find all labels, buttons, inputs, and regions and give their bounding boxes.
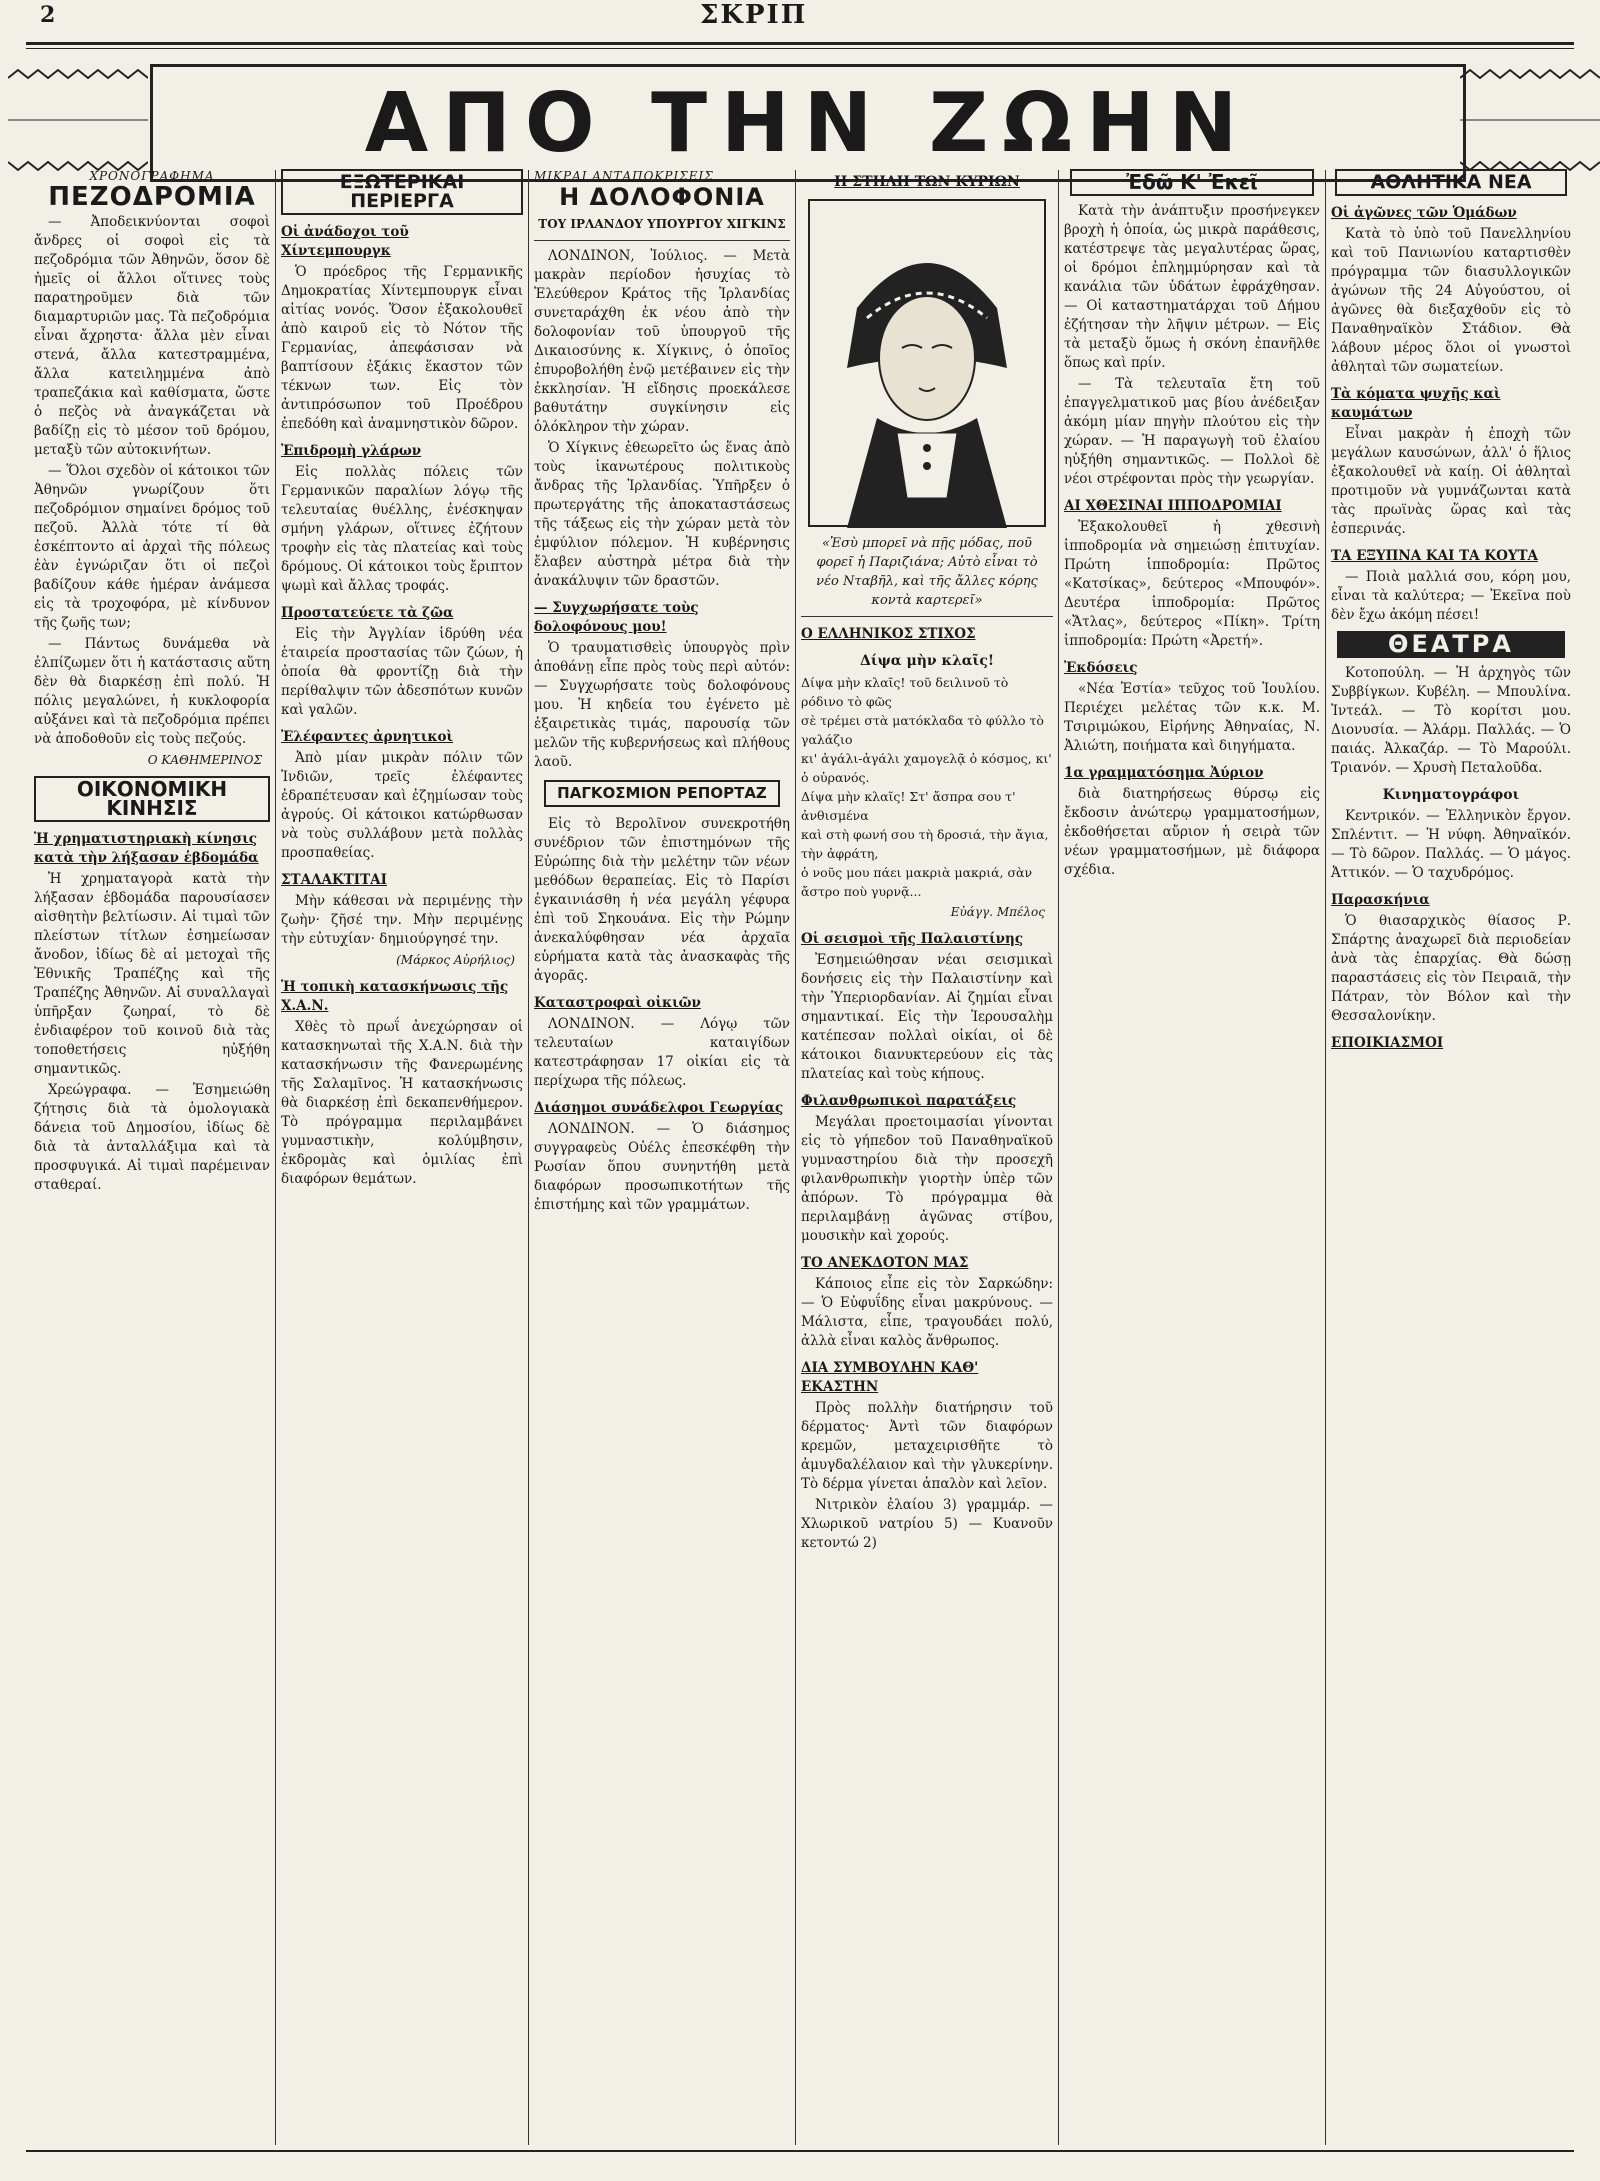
economy-paragraph: Χρεώγραφα. — Ἐσημειώθη ζήτησις διὰ τὰ ὁμολογιακὰ δάνεια τοῦ Δημοσίου, ἰδίως δὲ διὰ τὰ ἀνταλλάξιμα καὶ τὰ προσφυγικά. Αἱ τιμαὶ παρέμειναν σταθεραί.: [34, 1082, 270, 1193]
murder-paragraph: Ὁ τραυματισθεὶς ὑπουργὸς πρὶν ἀποθάνῃ εἶπε πρὸς τοὺς περὶ αὐτόν: — Συγχωρήσατε τοὺς δολοφόνους μου. Ἡ κηδεία του ἐγένετο μὲ ἐξαιρετικὰς τιμάς, παρουσίᾳ τῶν μελῶν τῆς κυβερνήσεως καὶ πλήθους λαοῦ.: [534, 640, 790, 770]
here-there-paragraph: Κατὰ τὴν ἀνάπτυξιν προσήνεγκεν βροχὴ ἡ ὁποία, ὡς μικρὰ παράθεσις, κατέστρεψε τὰς μεγαλυτέρας ὥρας, οἱ δρόμοι ἐπλημμύρησαν καὶ τὰ κανάλια τῶν ὑδάτων ἐφράχθησαν. — Οἱ καταστηματάρχαι τοῦ Δήμου ἐζήτησαν τὴν λῆψιν μέτρων. — Εἰς τὰ μεταξὺ ὅμως ἡ σκόνη ἐπανῆλθε ὅπως καὶ πρίν.: [1064, 203, 1320, 371]
earthquake-subhead: Οἱ σεισμοὶ τῆς Παλαιστίνης: [801, 931, 1024, 947]
jokes-paragraph: — Ποιὰ μαλλιά σου, κόρη μου, εἶναι τὰ καλύτερα; — Ἐκεῖνα ποὺ δὲν ἔχω ἀκόμη πέσει!: [1331, 569, 1571, 623]
column-rule: [795, 170, 796, 2145]
banner-ornament-left: [8, 68, 148, 172]
murder-subhead: ΤΟΥ ΙΡΛΑΝΔΟΥ ΥΠΟΥΡΓΟΥ ΧΙΓΚΙΝΣ: [538, 217, 786, 231]
theaters-paragraph: Κοτοπούλη. — Ἡ ἀρχηγὸς τῶν Συββίγκων. Κυβέλη. — Μπουλίνα. Ἰντεάλ. — Τὸ κορίτσι μου. Διονυσία. — Ἀλάρμ. Παλλάς. — Ὁ παιάς. Ἀλκαζάρ. — Τὸ Μαρούλι. Τριανόν. — Χρυσὴ Πεταλοῦδα.: [1331, 665, 1571, 776]
foreign-title: ΕΞΩΤΕΡΙΚΑΙ ΠΕΡΙΕΡΓΑ: [281, 169, 523, 215]
economy-subhead: Ἡ χρηματιστηριακὴ κίνησις κατὰ τὴν λήξασαν ἑβδομάδα: [34, 831, 259, 866]
earthquake-paragraph: Ἐσημειώθησαν νέαι σεισμικαὶ δονήσεις εἰς τὴν Παλαιστίνην καὶ τὴν Ὑπεριορδανίαν. Αἱ ζημίαι εἶναι σημαντικαί. Εἰς τὴν Ἱερουσαλὴμ κατέπεσαν πολλαὶ οἰκίαι, οἱ δὲ κάτοικοι διανυκτερεύουν εἰς τὰς πλατείας καὶ τοὺς κήπους.: [801, 952, 1053, 1082]
divider: [801, 616, 1053, 617]
banner-title: ΑΠΟ ΤΗΝ ΖΩΗΝ: [364, 75, 1252, 171]
divider: [534, 240, 790, 241]
recipe-text: Νιτρικὸν ἐλαίου 3) γραμμάρ. — Χλωρικοῦ νατρίου 5) — Κυανοῦν κετοντώ 2): [801, 1497, 1053, 1551]
theaters-title: ΘΕΑΤΡΑ: [1337, 631, 1565, 658]
charity-subhead: Φιλανθρωπικοὶ παρατάξεις: [801, 1093, 1017, 1109]
foreign-paragraph: Ἀπὸ μίαν μικρὰν πόλιν τῶν Ἰνδιῶν, τρεῖς ἐλέφαντες ἐδραπέτευσαν καὶ ἐζημίωσαν τοὺς ἀγρούς. Οἱ κάτοικοι κατώρθωσαν νὰ τοὺς συλλάβουν μετὰ πολλὰς προσπαθείας.: [281, 750, 523, 861]
destruction-subhead: Καταστροφαὶ οἰκιῶν: [534, 995, 701, 1011]
masthead: ΣΚΡΙΠ: [700, 0, 808, 30]
ladies-title: Η ΣΤΗΛΗ ΤΩΝ ΚΥΡΙΩΝ: [834, 174, 1020, 190]
cinemas-subhead: Κινηματογράφοι: [1382, 787, 1520, 803]
page-number: 2: [40, 2, 56, 28]
camp-subhead: Ἡ τοπικὴ κατασκήνωσις τῆς Χ.Α.Ν.: [281, 979, 509, 1014]
camp-paragraph: Χθὲς τὸ πρωΐ ἀνεχώρησαν οἱ κατασκηνωταὶ τῆς Χ.Α.Ν. διὰ τὴν κατασκήνωσιν τῆς Φανερωμένης τῆς Σαλαμῖνος. Ἡ κατασκήνωσις θὰ διαρκέσῃ ἐπὶ δεκαπενθήμερον. Τὸ πρόγραμμα περιλαμβάνει γυμναστικὴν, κολύμβησιν, ἐκδρομὰς καὶ ὁμιλίας ἐπὶ διαφόρων θεμάτων.: [281, 1019, 523, 1187]
destruction-paragraph: ΛΟΝΔΙΝΟΝ. — Λόγῳ τῶν τελευταίων καταιγίδων κατεστράφησαν 17 οἰκίαι εἰς τὰ περίχωρα τῆς πόλεως.: [534, 1016, 790, 1089]
murder-kicker: ΜΙΚΡΑΙ ΑΝΤΑΠΟΚΡΙΣΕΙΣ: [534, 169, 714, 183]
races-subhead: ΑΙ ΧΘΕΣΙΝΑΙ ΙΠΠΟΔΡΟΜΙΑΙ: [1064, 498, 1282, 514]
bottom-rule: [26, 2150, 1574, 2152]
world-report-title: ΠΑΓΚΟΣΜΙΟΝ ΡΕΠΟΡΤΑΖ: [544, 780, 780, 807]
stamps-paragraph: διὰ διατηρήσεως θύρσῳ εἰς ἔκδοσιν ἀνώτερῳ γραμματοσήμων, ἐκδοθήσεται αὔριον ἡ σειρὰ τῶν νέων γραμματοσήμων, μὲ διάφορα σχέδια.: [1064, 786, 1320, 878]
portrait-caption: «Ἐσὺ μπορεῖ νὰ πῇς μόδας, ποῦ φορεῖ ἡ Παριζιάνα; Αὐτὸ εἶναι τὸ νέο Νταβῆλ, καὶ τῆς ἄλλες κόρης κοντὰ καρτερεῖ»: [816, 536, 1038, 608]
publications-paragraph: «Νέα Ἑστία» τεῦχος τοῦ Ἰουλίου. Περιέχει μελέτας τῶν κ.κ. Μ. Τσιριμώκου, Εἰρήνης Ἀθηναίας, Ν. Ἀλιώτη, ποιήματα καὶ διηγήματα.: [1064, 681, 1320, 754]
column-ladies: [801, 165, 1053, 2145]
advice-paragraph: Πρὸς πολλὴν διατήρησιν τοῦ δέρματος· Ἀντὶ τῶν διαφόρων κρεμῶν, μεταχειρισθῆτε τὸ ἀμυγδαλέλαιον καὶ τὴν γλυκερίνην. Τὸ δέρμα γίνεται ἁπαλὸν καὶ λεῖον.: [801, 1400, 1053, 1492]
colleagues-subhead: Διάσημοι συνάδελφοι Γεωργίας: [534, 1100, 784, 1116]
column-murder: [534, 165, 790, 2145]
jokes-subhead: ΤΑ ΕΞΥΠΝΑ ΚΑΙ ΤΑ ΚΟΥΤΑ: [1331, 548, 1539, 564]
foreign-paragraph: Εἰς πολλὰς πόλεις τῶν Γερμανικῶν παραλίων λόγῳ τῆς τελευταίας θυέλλης, ἐνέσκηψαν σμήνη γλάρων, οἵτινες ἐζήτουν τροφὴν εἰς τὰς πλατείας καὶ τοὺς δρόμους. Οἱ κάτοικοι τοὺς ἔριπτον ψωμὶ καὶ ἄλλας τροφάς.: [281, 464, 523, 594]
sports-title: ΑΘΛΗΤΙΚΑ ΝΕΑ: [1335, 169, 1567, 196]
economy-title: ΟΙΚΟΝΟΜΙΚΗ ΚΙΝΗΣΙΣ: [34, 776, 270, 822]
stalactites-signature: (Μάρκος Αὐρήλιος): [396, 953, 515, 967]
poem-text: Δίψα μὴν κλαῖς! τοῦ δειλινοῦ τὸ ρόδινο τὸ φῶς σὲ τρέμει στὰ ματόκλαδα τὸ φύλλο τὸ γαλάζιο κι' ἀγάλι-ἀγάλι χαμογελᾷ ὁ κόσμος, κι' ὁ οὐρανός. Δίψα μὴν κλαῖς! Στ' ἄσπρα σου τ' ἀνθισμένα καὶ στὴ φωνή σου τὴ δροσιά, τὴν ἄγια, τὴν ἀφράτη, ὁ νοῦς μου πάει μακριὰ μακριά, σὰν ἄστρο ποὺ γυρνᾷ...: [801, 675, 1052, 899]
chronicle-paragraph: — Ἀποδεικνύονται σοφοὶ ἄνδρες οἱ σοφοὶ εἰς τὰ πεζοδρόμια τῶν Ἀθηνῶν, ὅσον δὲ ἡμεῖς οἱ ἄλλοι οἵτινες τοὺς παρατηροῦμεν διὰ τῶν διαμαρτυριῶν μας. Τὰ πεζοδρόμια εἶναι ἄχρηστα· ἄλλα μὲν εἶναι στενά, ἄλλα κατεστραμμένα, ἄλλα κατειλημμένα ἀπὸ τραπεζάκια καὶ καθίσματα, ὥστε ὁ πεζὸς νὰ ἀναγκάζεται νὰ βαδίζῃ εἰς τὸ μέσον τοῦ δρόμου, μεταξὺ τῶν αὐτοκινήτων.: [34, 214, 270, 458]
foreign-subhead: Προστατεύετε τὰ ζῶα: [281, 605, 454, 621]
heat-paragraph: Εἶναι μακρὰν ἡ ἐποχὴ τῶν μεγάλων καυσώνων, ἀλλ' ὁ ἥλιος ἐξακολουθεῖ νὰ καίῃ. Οἱ ἀθληταὶ προτιμοῦν νὰ γυμνάζωνται κατὰ τὰς πρωϊνὰς ὥρας καὶ τὰς ἑσπερινάς.: [1331, 426, 1571, 537]
poem-title: Δίψα μὴν κλαῖς!: [859, 653, 994, 669]
chronicle-title: ΠΕΖΟΔΡΟΜΙΑ: [48, 182, 256, 212]
top-rule: [26, 42, 1574, 45]
chronicle-paragraph: — Πάντως δυνάμεθα νὰ ἐλπίζωμεν ὅτι ἡ κατάστασις αὕτη δὲν θὰ διαρκέσῃ ἐπὶ πολύ. Ἡ πόλις μεγαλώνει, ἡ κυκλοφορία αὐξάνει καὶ τὰ πεζοδρόμια πρέπει νὰ ἀποδοθοῦν εἰς τοὺς πεζούς.: [34, 636, 270, 747]
foreign-paragraph: Εἰς τὴν Ἀγγλίαν ἱδρύθη νέα ἑταιρεία προστασίας τῶν ζώων, ἡ ὁποία θὰ φροντίζῃ διὰ τὴν περίθαλψιν τῶν ἀδεσπότων κυνῶν καὶ γαλῶν.: [281, 626, 523, 718]
publications-subhead: Ἐκδόσεις: [1064, 660, 1138, 676]
column-rule: [1325, 170, 1326, 2145]
stalactites-paragraph: Μὴν κάθεσαι νὰ περιμένῃς τὴν ζωὴν· ζῆσέ την. Μὴν περιμένῃς τὴν εὐτυχίαν· δημιούργησέ την.: [281, 893, 523, 947]
here-there-paragraph: — Τὰ τελευταῖα ἔτη τοῦ ἐπαγγελματικοῦ μας βίου ἀνέδειξαν ἀκόμη μίαν πηγὴν πλούτου εἰς τὴν χώραν. — Ἡ παραγωγὴ τοῦ ἐλαίου ηὐξήθη σημαντικῶς. — Πολλοὶ δὲ νέοι στρέφονται πρὸς τὴν γεωργίαν.: [1064, 376, 1320, 487]
top-rule-thin: [26, 48, 1574, 49]
colleagues-paragraph: ΛΟΝΔΙΝΟΝ. — Ὁ διάσημος συγγραφεὺς Οὐέλς ἐπεσκέφθη τὴν Ρωσίαν ὅπου συνηντήθη μετὰ διαφόρων προσωπικοτήτων τῆς ἐπιστήμης καὶ τῶν γραμμάτων.: [534, 1121, 790, 1213]
anecdote-paragraph: Κάποιος εἶπε εἰς τὸν Σαρκώδην: — Ὁ Εὐφυΐδης εἶναι μακρύνους. — Μάλιστα, εἶπε, τραγουδάει πολύ, ἀλλὰ εἶναι καλὸς ἄνθρωπος.: [801, 1276, 1053, 1349]
backstage-subhead: Παρασκήνια: [1331, 892, 1430, 908]
column-foreign-curiosities: [281, 165, 523, 2145]
chronicle-signature: Ο ΚΑΘΗΜΕΡΙΝΟΣ: [147, 753, 262, 767]
here-there-title: Ἐδῶ Κ' Ἐκεῖ: [1070, 169, 1314, 196]
anecdote-subhead: ΤΟ ΑΝΕΚΔΟΤΟΝ ΜΑΣ: [801, 1255, 969, 1271]
murder-paragraph: ΛΟΝΔΙΝΟΝ, Ἰούλιος. — Μετὰ μακρὰν περίοδον ἡσυχίας τὸ Ἐλεύθερον Κράτος τῆς Ἰρλανδίας συνεταράχθη ἐκ νέου ἀπὸ τὴν δολοφονίαν τοῦ ὑπουργοῦ τῆς Δικαιοσύνης κ. Χίγκινς, ὁ ὁποῖος ἐπυροβολήθη ἐνῷ μετέβαινεν εἰς τὴν ἐκκλησίαν. Ἡ εἴδησις προεκάλεσε βαθυτάτην συγκίνησιν εἰς ὁλόκληρον τὴν χώραν.: [534, 248, 790, 435]
column-here-and-there: [1064, 165, 1320, 2145]
chronicle-kicker: ΧΡΟΝΟΓΡΑΦΗΜΑ: [89, 169, 215, 183]
chronicle-paragraph: — Ὅλοι σχεδὸν οἱ κάτοικοι τῶν Ἀθηνῶν γνωρίζουν ὅτι πεζοδρόμιον σημαίνει δρόμος τοῦ πεζοῦ. Ἀλλὰ τότε τί θὰ ἐσκέπτοντο αἱ ἀρχαὶ τῆς πόλεως ἐὰν ἐγνώριζαν ὅτι οἱ πεζοὶ βαδίζουν κάθε ἡμέραν ἀνάμεσα εἰς τὰ τροχοφόρα, μὲ κίνδυνον τῆς ζωῆς των;: [34, 463, 270, 631]
banner-ornament-right: [1460, 68, 1600, 172]
foreign-subhead: Ἐλέφαντες ἀρνητικοὶ: [281, 729, 454, 745]
foreign-paragraph: Ὁ πρόεδρος τῆς Γερμανικῆς Δημοκρατίας Χίντεμπουργκ εἶναι αἰτίας νονός. Ὅσον ἐξακολουθεῖ ἀπὸ καιροῦ εἰς τὸ Νότον τῆς Γερμανίας, ἀπεφάσισαν νὰ βαπτίσουν ἐξάκις ἕκαστον τῶν τέκνων των. Εἰς τὸν ἀντιπρόσωπον τοῦ Προέδρου ἐπεδόθη καὶ ἀναμνηστικὸν δῶρον.: [281, 264, 523, 432]
poetry-subhead: Ο ΕΛΛΗΝΙΚΟΣ ΣΤΙΧΟΣ: [801, 626, 976, 642]
charity-paragraph: Μεγάλαι προετοιμασίαι γίνονται εἰς τὸ γήπεδον τοῦ Παναθηναϊκοῦ γυμναστηρίου διὰ τὴν προσεχῆ φιλανθρωπικὴν γιορτὴν ὑπὲρ τῶν ἀπόρων. Τὸ πρόγραμμα θὰ περιλαμβάνῃ ἀγῶνας στίβου, μουσικὴν καὶ χορούς.: [801, 1114, 1053, 1244]
column-rule: [528, 170, 529, 2145]
stamps-subhead: 1α γραμματόσημα Ἀύριον: [1064, 765, 1264, 781]
stalactites-subhead: ΣΤΑΛΑΚΤΙΤΑΙ: [281, 872, 387, 888]
column-chronicle: [34, 165, 270, 2145]
advice-subhead: ΔΙΑ ΣΥΜΒΟΥΛΗΝ ΚΑΘ' ΕΚΑΣΤΗΝ: [801, 1360, 979, 1395]
sports-paragraph: Κατὰ τὸ ὑπὸ τοῦ Πανελληνίου καὶ τοῦ Πανιωνίου καταρτισθὲν πρόγραμμα τῶν διασυλλογικῶν ἀγώνων τῆς 24 Αὐγούστου, οἱ ἀγῶνες θὰ διεξαχθοῦν εἰς τὸ Παναθηναϊκὸν Στάδιον. Θὰ λάβουν μέρος ὅλοι οἱ γνωστοὶ ἀθληταὶ τῶν σωματείων.: [1331, 226, 1571, 375]
settlements-subhead: ΕΠΟΙΚΙΑΣΜΟΙ: [1331, 1035, 1444, 1051]
murder-paragraph: Ὁ Χίγκινς ἐθεωρεῖτο ὡς ἕνας ἀπὸ τοὺς ἱκανωτέρους πολιτικοὺς ἄνδρας τῆς Ἰρλανδίας. Ὑπῆρξεν ὁ πρωτεργάτης τῆς ἀποκαταστάσεως τῆς τάξεως εἰς τὴν χώραν μετὰ τὸν ἐμφύλιον πόλεμον. Ἡ κυβέρνησις ἔλαβεν αὐστηρὰ μέτρα διὰ τὴν ἀνακάλυψιν τῶν δραστῶν.: [534, 440, 790, 589]
column-rule: [275, 170, 276, 2145]
cinemas-paragraph: Κεντρικόν. — Ἐλληνικὸν ἔργον. Σπλέντιτ. — Ἡ νύφη. Ἀθηναϊκόν. — Τὸ δῶρον. Παλλάς. — Ὁ μάγος. Ἀττικόν. — Ὁ ταχυδρόμος.: [1331, 808, 1571, 881]
fashion-portrait-image: [807, 198, 1047, 528]
poet-signature: Εὐάγγ. Μπέλος: [950, 905, 1045, 919]
sports-subhead: Οἱ ἀγῶνες τῶν Ὁμάδων: [1331, 205, 1517, 221]
murder-quote: — Συγχωρήσατε τοὺς δολοφόνους μου!: [534, 600, 699, 635]
world-report-paragraph: Εἰς τὸ Βερολῖνον συνεκροτήθη συνέδριον τῶν ἐπιστημόνων τῆς Εὐρώπης διὰ τὴν μελέτην τῶν νέων μεθόδων θεραπείας. Εἰς τὸ Παρίσι ἐγκαινιάσθη ἡ νέα μεγάλη γέφυρα ἐπὶ τοῦ Σηκουάνα. Εἰς τὴν Ρώμην ἀνεκαλύφθησαν νέα ἀρχαῖα εὑρήματα κατὰ τὰς ἀνασκαφὰς τῆς ἀγορᾶς.: [534, 816, 790, 984]
backstage-paragraph: Ὁ θιασαρχικὸς θίασος Ρ. Σπάρτης ἀναχωρεῖ διὰ περιοδείαν ἀνὰ τὰς ἐπαρχίας. Θὰ δώσῃ παραστάσεις εἰς τὸν Πειραιᾶ, τὴν Πάτραν, τὸν Βόλον καὶ τὴν Θεσσαλονίκην.: [1331, 913, 1571, 1024]
foreign-subhead: Οἱ ἀνάδοχοι τοῦ Χίντεμπουργκ: [281, 224, 409, 259]
races-paragraph: Ἐξακολουθεῖ ἡ χθεσινὴ ἱπποδρομία νὰ σημειώσῃ ἐπιτυχίαν. Πρώτη ἱπποδρομία: Πρῶτος «Κατσίκας», δεύτερος «Μπουφόν». Δευτέρα ἱπποδρομία: Πρῶτος «Ἄτλας», δεύτερος «Πίκη». Τρίτη ἱπποδρομία: Πρώτη «Ἀρετή».: [1064, 519, 1320, 649]
column-sports: [1331, 165, 1571, 2145]
foreign-subhead: Ἐπιδρομὴ γλάρων: [281, 443, 422, 459]
column-rule: [1058, 170, 1059, 2145]
murder-title: Η ΔΟΛΟΦΟΝΙΑ: [559, 183, 765, 211]
economy-paragraph: Ἡ χρηματαγορὰ κατὰ τὴν λήξασαν ἑβδομάδα παρουσίασεν αἰσθητὴν βελτίωσιν. Αἱ τιμαὶ τῶν πλείστων τίτλων ἐσημείωσαν ἄνοδον, ἰδίως δὲ αἱ μετοχαὶ τῆς Ἐθνικῆς Τραπέζης καὶ τῆς Τραπέζης Ἀθηνῶν. Αἱ συναλλαγαὶ ὑπῆρξαν ζωηραί, τὸ δὲ ἐνδιαφέρον τοῦ κοινοῦ διὰ τὰς τοποθετήσεις ηὐξήθη σημαντικῶς.: [34, 871, 270, 1077]
heat-subhead: Τὰ κόματα ψυχῆς καὶ καυμάτων: [1331, 386, 1501, 421]
